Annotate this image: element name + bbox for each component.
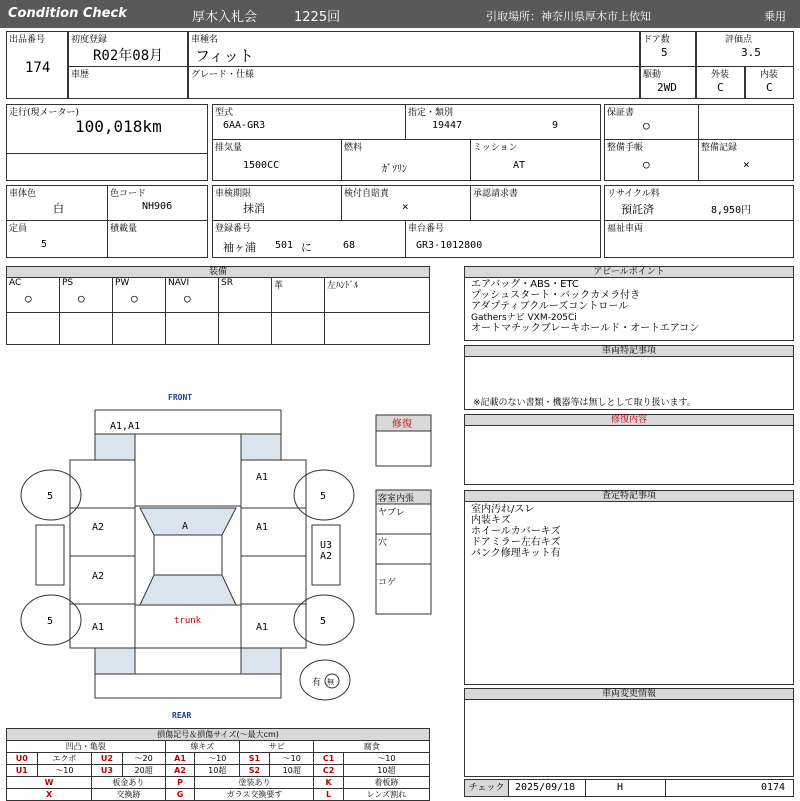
check-mark: H bbox=[617, 782, 624, 793]
appeal-line: オートマチックブレーキホールド・オートエアコン bbox=[471, 323, 700, 334]
insurance: × bbox=[402, 200, 409, 213]
drive-label: 駆動 bbox=[643, 70, 662, 80]
legend-desc: 20超 bbox=[122, 765, 165, 777]
category-no: 9 bbox=[552, 120, 559, 131]
repair-box-diagram bbox=[376, 431, 431, 466]
check-row bbox=[464, 779, 794, 797]
chassis-label: 車台番号 bbox=[408, 224, 445, 234]
drive: 2WD bbox=[657, 81, 677, 94]
equip-ac bbox=[6, 277, 60, 313]
doors-cell bbox=[640, 31, 696, 67]
legend-desc: 〜10 bbox=[195, 753, 239, 765]
legend-desc: 交換跡 bbox=[92, 789, 165, 801]
maint-record-cell bbox=[698, 139, 794, 181]
tire-rl-value: 5 bbox=[47, 616, 54, 627]
interior: C bbox=[766, 81, 773, 94]
rear-right-corner bbox=[241, 648, 281, 674]
check-divider-2 bbox=[665, 780, 666, 796]
welfare-label: 福祉車両 bbox=[607, 224, 644, 234]
note-line: パンク修理キット有 bbox=[471, 548, 561, 559]
mileage-label: 走行(現メーター) bbox=[9, 108, 80, 118]
front-label: FRONT bbox=[168, 393, 193, 402]
auction-name: 厚木入札会 bbox=[192, 10, 258, 25]
legend-code: C1 bbox=[314, 753, 343, 765]
mark-right-side-2: A2 bbox=[320, 551, 333, 562]
maint-book-cell bbox=[604, 139, 699, 181]
mark-door-front-right: A1 bbox=[256, 522, 269, 533]
appeal-box bbox=[464, 277, 794, 341]
appeal-title: アピールポイント bbox=[464, 266, 794, 278]
equip-sr-label: SR bbox=[221, 278, 233, 288]
score-cell bbox=[696, 31, 794, 67]
load-cell bbox=[107, 220, 208, 258]
equip-blank-1 bbox=[6, 312, 60, 345]
model-label: 型式 bbox=[215, 108, 234, 118]
mark-quarter-right: A1 bbox=[256, 622, 269, 633]
car-damage-diagram bbox=[0, 385, 440, 725]
equip-ac-value: ○ bbox=[25, 292, 32, 305]
plate-no: 68 bbox=[343, 240, 356, 251]
equip-sr bbox=[218, 277, 272, 313]
mission: AT bbox=[513, 160, 526, 171]
legend-code: U3 bbox=[92, 765, 123, 777]
equip-navi-value: ○ bbox=[184, 292, 191, 305]
special-box bbox=[464, 356, 794, 410]
first-reg-cell bbox=[68, 31, 188, 67]
legend-code: C2 bbox=[314, 765, 343, 777]
color-label: 車体色 bbox=[9, 189, 37, 199]
trunk-label: trunk bbox=[174, 616, 202, 626]
capacity: 5 bbox=[41, 239, 48, 250]
equip-navi bbox=[165, 277, 219, 313]
fender-right bbox=[241, 460, 306, 508]
recycle-fee: 8,950円 bbox=[711, 205, 752, 216]
rear-label: REAR bbox=[172, 711, 192, 720]
category-label: 乗用 bbox=[764, 10, 786, 23]
mark-door-front-left: A2 bbox=[92, 522, 105, 533]
note-line: 内装キズ bbox=[471, 515, 511, 526]
tire-fl-value: 5 bbox=[47, 491, 54, 502]
special-title: 車両特記事項 bbox=[464, 345, 794, 357]
chassis-cell bbox=[405, 220, 601, 258]
door-rear-right bbox=[241, 556, 306, 604]
special-note: ※記載のない書類・機器等は無しとして取り扱います。 bbox=[473, 398, 696, 408]
equip-blank-3 bbox=[112, 312, 166, 345]
exterior-cell bbox=[696, 66, 745, 99]
equip-blank-5 bbox=[218, 312, 272, 345]
legend-group: 凹凸・亀裂 bbox=[7, 741, 166, 753]
legend-desc: 板金あり bbox=[92, 777, 165, 789]
lot-no: 174 bbox=[25, 60, 51, 76]
mark-roof: A bbox=[182, 521, 189, 532]
legend-code: U0 bbox=[7, 753, 38, 765]
roof bbox=[154, 535, 222, 575]
color-code: NH906 bbox=[142, 201, 173, 212]
header-bar bbox=[0, 0, 800, 28]
mileage: 100,018km bbox=[75, 117, 162, 136]
equip-blank-4 bbox=[165, 312, 219, 345]
equip-leather-label: 革 bbox=[274, 281, 284, 291]
rear-left-corner bbox=[95, 648, 135, 674]
note-line: ドアミラー左右キズ bbox=[471, 537, 561, 548]
rear-bumper bbox=[95, 674, 281, 698]
repair-box bbox=[464, 425, 794, 485]
check-number: 0174 bbox=[761, 782, 786, 793]
legend-code: W bbox=[7, 777, 92, 789]
inspection: 抹消 bbox=[243, 202, 265, 215]
legend-code: K bbox=[314, 777, 343, 789]
car-name-cell bbox=[188, 31, 640, 67]
appeal-line: エアバッグ・ABS・ETC bbox=[471, 279, 579, 290]
legend-code: U2 bbox=[92, 753, 123, 765]
legend-group: 線キズ bbox=[165, 741, 239, 753]
legend-code: X bbox=[7, 789, 92, 801]
fuel-cell bbox=[341, 139, 471, 181]
warranty: ○ bbox=[643, 119, 650, 132]
legend-code: G bbox=[165, 789, 195, 801]
equip-ps-value: ○ bbox=[78, 292, 85, 305]
color-cell bbox=[6, 185, 108, 221]
interior-title: 客室内張 bbox=[378, 494, 415, 504]
maint-record: × bbox=[743, 158, 750, 171]
interior-item-burn: コゲ bbox=[378, 578, 397, 588]
interior-item-hole: 穴 bbox=[378, 538, 388, 548]
damage-legend bbox=[6, 728, 430, 801]
insurance-cell bbox=[341, 185, 471, 221]
equip-blank-2 bbox=[59, 312, 113, 345]
mission-cell bbox=[470, 139, 601, 181]
equipment-title: 装備 bbox=[6, 266, 430, 278]
load-label: 積載量 bbox=[110, 224, 138, 234]
equipment-grid bbox=[6, 277, 430, 345]
tire-fr-value: 5 bbox=[320, 491, 327, 502]
mirror-left bbox=[36, 525, 64, 585]
equip-ps bbox=[59, 277, 113, 313]
maint-book: ○ bbox=[643, 158, 650, 171]
warranty-cell bbox=[604, 104, 699, 140]
interior-burn-box bbox=[376, 564, 431, 614]
mark-front-bumper: A1,A1 bbox=[110, 421, 141, 432]
plate-class: 501 bbox=[275, 240, 294, 251]
equip-ps-label: PS bbox=[62, 278, 74, 288]
appeal-line: プッシュスタート・バックカメラ付き bbox=[471, 290, 641, 301]
drive-cell bbox=[640, 66, 696, 99]
color-code-cell bbox=[107, 185, 208, 221]
check-divider-1 bbox=[585, 780, 586, 796]
grade-cell bbox=[188, 66, 640, 99]
first-reg-label: 初度登録 bbox=[71, 35, 108, 45]
tire-rr-value: 5 bbox=[320, 616, 327, 627]
legend-code: A1 bbox=[165, 753, 195, 765]
recycle-label: リサイクル料 bbox=[607, 189, 660, 199]
legend-desc: 〜10 bbox=[343, 753, 429, 765]
legend-desc: 10超 bbox=[195, 765, 239, 777]
legend-code: P bbox=[165, 777, 195, 789]
front-left-corner bbox=[95, 434, 135, 460]
legend-code: A2 bbox=[165, 765, 195, 777]
equip-pw bbox=[112, 277, 166, 313]
legend-group: 腐食 bbox=[314, 741, 430, 753]
model: 6AA-GR3 bbox=[223, 120, 266, 131]
displacement: 1500CC bbox=[243, 160, 280, 171]
grade-label: グレード・仕様 bbox=[191, 70, 255, 80]
repair-title: 修復内容 bbox=[464, 414, 794, 426]
legend-group: サビ bbox=[239, 741, 314, 753]
inspection-label: 車検期限 bbox=[215, 189, 252, 199]
plate-cell bbox=[212, 220, 406, 258]
legend-desc: レンズ割れ bbox=[343, 789, 429, 801]
check-date: 2025/09/18 bbox=[515, 782, 576, 793]
change-box bbox=[464, 699, 794, 777]
maint-record-label: 整備記録 bbox=[701, 143, 738, 153]
recycle-status: 預託済 bbox=[621, 203, 654, 216]
mark-right-side: U3 bbox=[320, 540, 333, 551]
color: 白 bbox=[53, 202, 64, 215]
legend-desc: 〜10 bbox=[37, 765, 92, 777]
warranty-extra-cell bbox=[698, 104, 794, 140]
recycle-cell bbox=[604, 185, 794, 221]
score: 3.5 bbox=[741, 46, 761, 59]
doors: 5 bbox=[661, 46, 668, 59]
mark-door-rear-left: A2 bbox=[92, 571, 105, 582]
inspection-notes-title: 査定特記事項 bbox=[464, 490, 794, 502]
claim-cell bbox=[470, 185, 601, 221]
score-label: 評価点 bbox=[725, 35, 753, 45]
equip-ac-label: AC bbox=[9, 278, 22, 288]
equip-leather bbox=[271, 277, 325, 313]
warranty-label: 保証書 bbox=[607, 108, 635, 118]
legend-code: L bbox=[314, 789, 343, 801]
equip-blank-7 bbox=[324, 312, 430, 345]
model-cell bbox=[212, 104, 406, 140]
lot-no-label: 出品番号 bbox=[9, 35, 46, 45]
equip-lhd-label: 左ﾊﾝﾄﾞﾙ bbox=[327, 281, 359, 291]
displacement-label: 排気量 bbox=[215, 143, 243, 153]
claim-label: 承認請求書 bbox=[473, 189, 519, 199]
plate-area: 袖ヶ浦 bbox=[223, 241, 256, 254]
mark-fender-right: A1 bbox=[256, 472, 269, 483]
car-name: フィット bbox=[195, 47, 254, 65]
displacement-cell bbox=[212, 139, 342, 181]
mileage-extra-cell bbox=[6, 153, 208, 181]
inspection-cell bbox=[212, 185, 342, 221]
exterior-label: 外装 bbox=[711, 70, 730, 80]
legend-desc: エクボ bbox=[37, 753, 92, 765]
history-label: 車歴 bbox=[71, 70, 90, 80]
mileage-cell bbox=[6, 104, 208, 154]
legend-title: 損傷記号＆損傷サイズ(〜最大cm) bbox=[7, 729, 430, 741]
repair-label: 修復 bbox=[392, 419, 412, 430]
maint-book-label: 整備手帳 bbox=[607, 143, 644, 153]
legend-code: S2 bbox=[239, 765, 269, 777]
legend-code: U1 bbox=[7, 765, 38, 777]
check-label: チェック bbox=[465, 780, 509, 796]
chassis: GR3-1012800 bbox=[416, 240, 483, 251]
equip-blank-6 bbox=[271, 312, 325, 345]
mark-quarter-left: A1 bbox=[92, 622, 105, 633]
change-title: 車両変更情報 bbox=[464, 688, 794, 700]
lot-no-cell bbox=[6, 31, 68, 99]
interior-item-tear: ヤブレ bbox=[378, 508, 405, 518]
legend-desc: 10超 bbox=[343, 765, 429, 777]
equip-lhd bbox=[324, 277, 430, 313]
legend-desc: 着板跡 bbox=[343, 777, 429, 789]
appeal-line: Gathersナビ VXM-205Ci bbox=[471, 313, 577, 323]
mission-label: ミッション bbox=[473, 143, 518, 153]
legend-desc: 10超 bbox=[270, 765, 314, 777]
rear-window bbox=[140, 575, 236, 605]
fuel-label: 燃料 bbox=[344, 143, 363, 153]
equip-navi-label: NAVI bbox=[168, 278, 190, 288]
history-cell bbox=[68, 66, 188, 99]
legend-desc: 〜20 bbox=[122, 753, 165, 765]
interior-label: 内装 bbox=[760, 70, 779, 80]
exterior: C bbox=[717, 81, 724, 94]
legend-code: S1 bbox=[239, 753, 269, 765]
capacity-cell bbox=[6, 220, 108, 258]
legend-desc: ガラス交換要す bbox=[195, 789, 314, 801]
spare-label: 有 bbox=[312, 678, 322, 688]
door-front-right bbox=[241, 508, 306, 556]
interior-cell bbox=[745, 66, 794, 99]
trunk-lid bbox=[135, 605, 241, 648]
capacity-label: 定員 bbox=[9, 224, 28, 234]
plate-label: 登録番号 bbox=[215, 224, 252, 234]
doors-label: ドア数 bbox=[643, 35, 670, 45]
front-right-corner bbox=[241, 434, 281, 460]
note-line: 室内汚れ/スレ bbox=[471, 504, 535, 515]
header-title: Condition Check bbox=[8, 6, 127, 21]
equip-pw-value: ○ bbox=[131, 292, 138, 305]
welfare-cell bbox=[604, 220, 794, 258]
designation-label: 指定・類別 bbox=[408, 108, 454, 118]
hood bbox=[135, 434, 241, 506]
car-name-label: 車種名 bbox=[191, 35, 219, 45]
color-code-label: 色コード bbox=[110, 189, 147, 199]
designation-cell bbox=[405, 104, 601, 140]
inspection-notes-box bbox=[464, 501, 794, 685]
equip-pw-label: PW bbox=[115, 278, 130, 288]
spare-mark: 無 bbox=[327, 678, 334, 686]
fuel: ｶﾞｿﾘﾝ bbox=[382, 164, 407, 175]
first-reg: R02年08月 bbox=[93, 48, 164, 64]
legend-desc: 〜10 bbox=[270, 753, 314, 765]
plate-kana: に bbox=[301, 241, 312, 254]
insurance-label: 検付自賠責 bbox=[344, 189, 390, 199]
legend-desc: 塗装あり bbox=[195, 777, 314, 789]
auction-session: 1225回 bbox=[294, 10, 341, 25]
note-line: ホイールカバーキズ bbox=[471, 526, 561, 537]
pickup-location: 引取場所：神奈川県厚木市上依知 bbox=[486, 10, 651, 23]
appeal-line: アダプティブクルーズコントロール bbox=[471, 301, 629, 312]
designation: 19447 bbox=[432, 120, 463, 131]
